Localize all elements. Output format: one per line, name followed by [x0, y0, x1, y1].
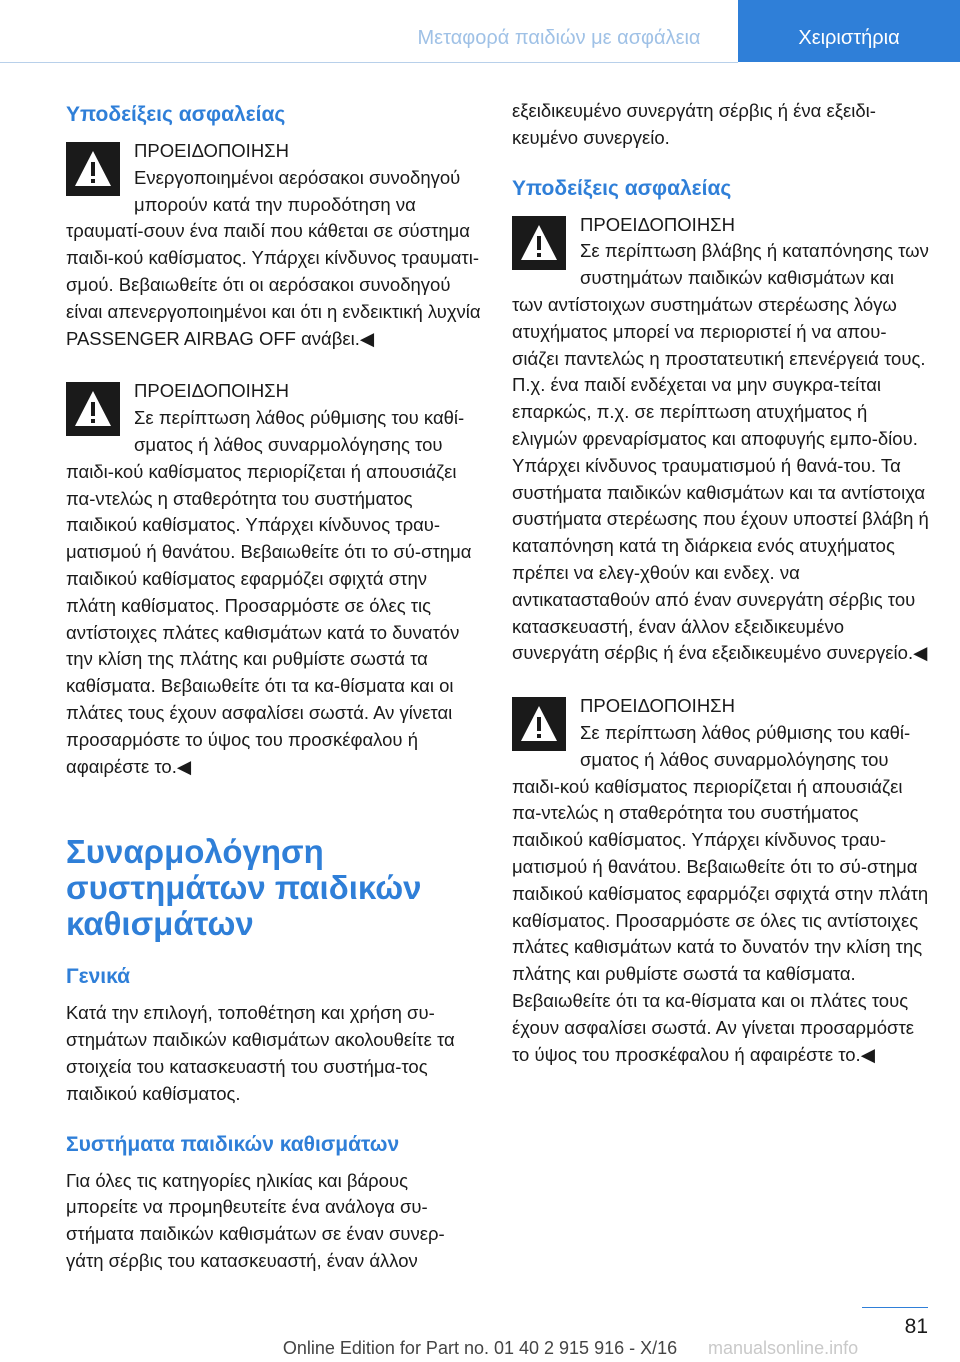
warning-text: Ενεργοποιημένοι αερόσακοι συνοδηγού μπορούν κατά την πυροδότηση να τραυματί‐σουν ένα παιδί που κάθεται σε σύστημα παιδι‐κού καθίσματος. Υπάρχει κίνδυνος τραυματι‐σμού. Βεβαιωθείτε ότι οι αερόσακοι συνοδηγού είναι απενεργοποιημένοι και ότι η ενδεικτική λυχνία PASSENGER AIRBAG OFF ανάβει.◀	[66, 166, 481, 349]
warning-triangle-icon	[512, 697, 566, 751]
header-chapter-label: Χειριστήρια	[798, 27, 900, 49]
warning-text: Σε περίπτωση λάθος ρύθμισης του καθί‐σματος ή λάθος συναρμολόγησης του παιδι‐κού καθίσματος περιορίζεται ή απουσιάζει πα‐ντελώς η σταθερότητα του συστήματος παιδικού καθίσματος. Υπάρχει κίνδυνος τραυ‐ματισμού ή θανάτου. Βεβαιωθείτε ότι το σύ‐στημα παιδικού καθίσματος εφαρμόζει σφιχτά στην πλάτη καθίσματος. Προσαρμόστε σε όλες τις αντίστοιχες πλάτες καθισμάτων κατά το δυνατόν την κλίση της πλάτης και ρυθμίστε σωστά τα καθίσματα. Βεβαιωθείτε ότι τα κα‐θίσματα και οι πλάτες τους έχουν ασφαλίσει σωστά. Αν γίνεται προσαρμόστε το ύψος του προσκέφαλου ή αφαιρέστε το.◀	[512, 721, 929, 1065]
child-seat-systems-paragraph: Για όλες τις κατηγορίες ηλικίας και βάρους μπορείτε να προμηθευτείτε ένα ανάλογα συ‐στήματα παιδικών καθισμάτων σε έναν συνερ‐γάτη σέρβις του κατασκευαστή, έναν άλλον	[66, 1169, 445, 1271]
edition-note: Online Edition for Part no. 01 40 2 915 916 - X/16	[282, 1338, 678, 1358]
warning-triangle-icon	[66, 382, 120, 436]
header-section-title: Μεταφορά παιδιών με ασφάλεια	[417, 27, 701, 49]
safety-heading-left: Υποδείξεις ασφαλείας	[66, 103, 286, 126]
warning-triangle-icon	[512, 216, 566, 270]
header-chapter-tab	[738, 0, 960, 62]
right-column	[512, 98, 929, 1094]
safety-heading-right: Υποδείξεις ασφαλείας	[512, 176, 732, 200]
child-seat-systems-heading: Συστήματα παιδικών καθισμάτων	[66, 1132, 400, 1156]
warning-title: ΠΡΟΕΙΔΟΠΟΙΗΣΗ	[134, 380, 289, 402]
footer-divider	[862, 1307, 928, 1308]
warning-block-left-2	[66, 378, 481, 780]
left-column	[66, 98, 481, 1275]
warning-title: ΠΡΟΕΙΔΟΠΟΙΗΣΗ	[134, 140, 289, 161]
page-number: 81	[904, 1315, 928, 1338]
warning-text: Σε περίπτωση βλάβης ή καταπόνησης των συστημάτων παιδικών καθισμάτων και των αντίστοιχων συστημάτων στερέωσης λόγω ατυχήματος μπορεί να περιοριστεί ή να απου‐σιάζει παντελώς η προστατευτική επενέργειά τους. Π.χ. ένα παιδί ενδέχεται να μην συγκρα‐τείται επαρκώς, π.χ. σε περίπτωση ατυχήματος ή ελιγμών φρεναρίσματος και αποφυγής εμπο‐δίου. Υπάρχει κίνδυνος τραυματισμού ή θανά‐του. Τα συστήματα παιδικών καθισμάτων και τα αντίστοιχα συστήματα στερέωσης που έχουν υποστεί βλάβη ή καταπόνηση κατά τη διάρκεια ενός ατυχήματος πρέπει να ελεγ‐χθούν και ενδεχ. να αντικατασταθούν από έναν συνεργάτη σέρβις του κατασκευαστή, έναν άλλον εξειδικευμένο συνεργάτη σέρβις ή ένα εξειδικευμένο συνεργείο.◀	[512, 240, 929, 664]
warning-triangle-icon	[66, 142, 120, 196]
warning-text: Σε περίπτωση λάθος ρύθμισης του καθί‐σματος ή λάθος συναρμολόγησης του παιδι‐κού καθίσματος περιορίζεται ή απουσιάζει πα‐ντελώς η σταθερότητα του συστήματος παιδικού καθίσματος. Υπάρχει κίνδυνος τραυ‐ματισμού ή θανάτου. Βεβαιωθείτε ότι το σύ‐στημα παιδικού καθίσματος εφαρμόζει σφιχτά στην πλάτη καθίσματος. Προσαρμόστε σε όλες τις αντίστοιχες πλάτες καθισμάτων κατά το δυνατόν την κλίση της πλάτης και ρυθμίστε σωστά τα καθίσματα. Βεβαιωθείτε ότι τα κα‐θίσματα και οι πλάτες τους έχουν ασφαλίσει σωστά. Αν γίνεται προσαρμόστε το ύψος του προσκέφαλου ή αφαιρέστε το.◀	[66, 407, 472, 777]
general-heading: Γενικά	[66, 965, 131, 989]
continued-paragraph: εξειδικευμένο συνεργάτη σέρβις ή ένα εξειδι‐κευμένο συνεργείο.	[512, 100, 876, 148]
warning-title: ΠΡΟΕΙΔΟΠΟΙΗΣΗ	[580, 695, 735, 717]
warning-block-right-1	[512, 212, 929, 668]
page-header	[0, 0, 960, 64]
warning-title: ΠΡΟΕΙΔΟΠΟΙΗΣΗ	[580, 213, 735, 235]
warning-block-left-1	[66, 138, 481, 352]
general-paragraph: Κατά την επιλογή, τοποθέτηση και χρήση συ‐στημάτων παιδικών καθισμάτων ακολουθείτε τα στοιχεία του κατασκευαστή του συστήμα‐τος παιδικού καθίσματος.	[66, 1002, 455, 1104]
section-heading-child-seat-installation: Συναρμολόγηση συστημάτων παιδικών καθισμάτων	[66, 833, 422, 943]
warning-block-right-2	[512, 693, 929, 1068]
header-divider	[0, 62, 738, 63]
watermark: manualsonline.info	[708, 1338, 859, 1358]
